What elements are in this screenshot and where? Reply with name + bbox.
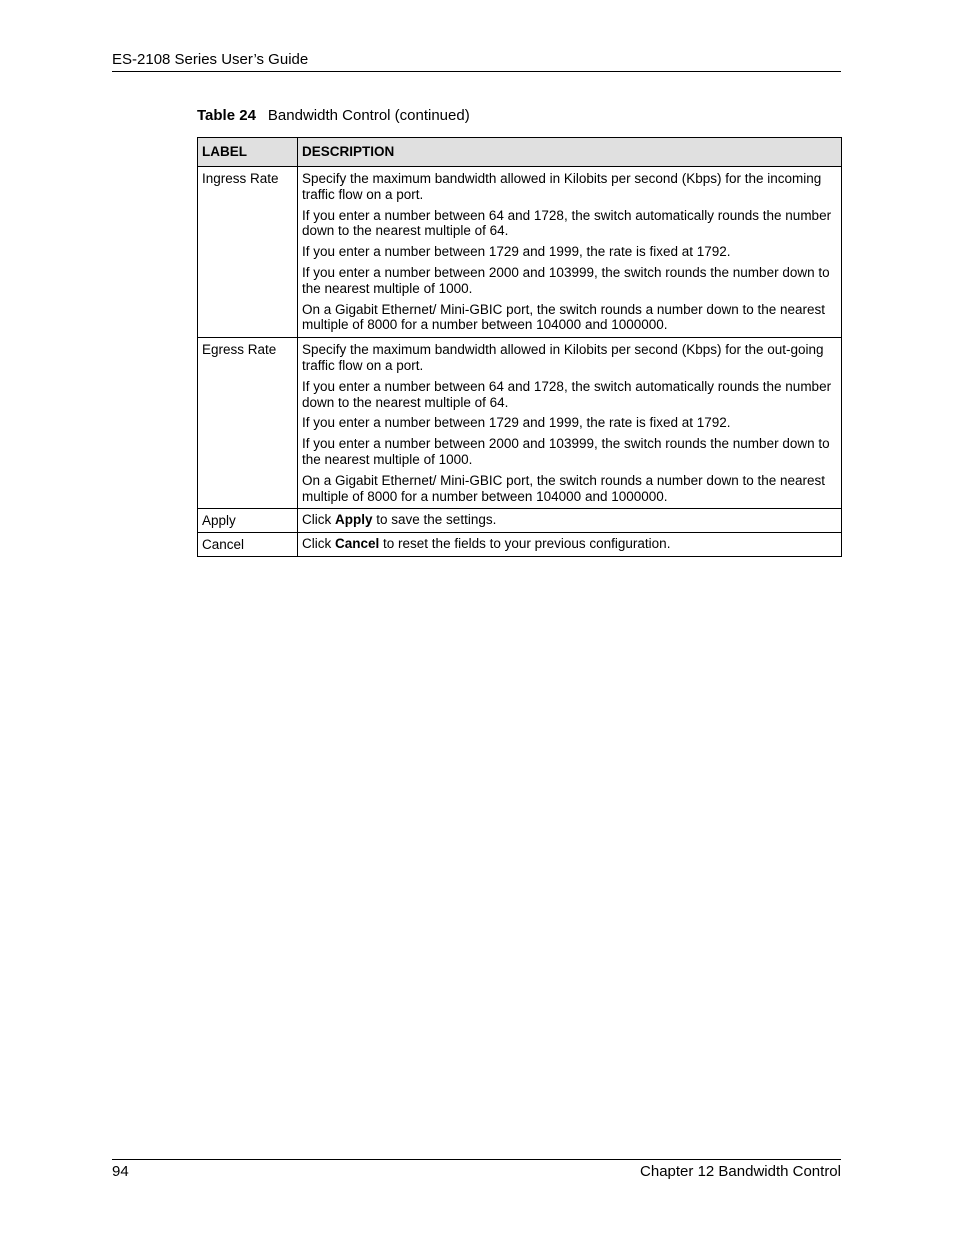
chapter-title: Chapter 12 Bandwidth Control: [640, 1163, 841, 1180]
description-paragraph: If you enter a number between 1729 and 1999, the rate is fixed at 1792.: [302, 415, 731, 431]
label-column-header: LABEL: [198, 138, 298, 167]
description-column-header: DESCRIPTION: [298, 138, 842, 167]
table-row-ingress-rate: [198, 167, 842, 338]
row-description: [298, 509, 842, 533]
row-label: Cancel: [198, 533, 298, 557]
apply-term: Apply: [335, 512, 373, 528]
description-paragraph: Specify the maximum bandwidth allowed in Kilobits per second (Kbps) for the out-going traffic flow on a port.: [302, 342, 824, 373]
document-title: ES-2108 Series User’s Guide: [112, 51, 309, 68]
bandwidth-control-table: [197, 137, 842, 557]
description-text: Click: [302, 536, 335, 552]
row-label: Ingress Rate: [198, 167, 298, 338]
description-text: to save the settings.: [372, 512, 497, 528]
description-paragraph: If you enter a number between 2000 and 103999, the switch rounds the number down to the nearest multiple of 1000.: [302, 264, 830, 296]
table-header-row: [198, 138, 842, 167]
row-label: Egress Rate: [198, 338, 298, 509]
table-caption: [197, 107, 470, 125]
running-header: [112, 51, 841, 72]
description-paragraph: Specify the maximum bandwidth allowed in Kilobits per second (Kbps) for the incoming traffic flow on a port.: [302, 171, 822, 202]
table-row-egress-rate: [198, 338, 842, 509]
row-label: Apply: [198, 509, 298, 533]
description-paragraph: On a Gigabit Ethernet/ Mini-GBIC port, the switch rounds a number down to the nearest multiple of 8000 for a number between 104000 and 1000000.: [302, 301, 826, 333]
row-description: [298, 338, 842, 509]
description-text: Click: [302, 512, 335, 528]
description-text: to reset the fields to your previous configuration.: [379, 536, 671, 552]
running-footer: [112, 1159, 841, 1181]
table-title: Bandwidth Control (continued): [267, 107, 470, 124]
description-paragraph: On a Gigabit Ethernet/ Mini-GBIC port, the switch rounds a number down to the nearest multiple of 8000 for a number between 104000 and 1000000.: [302, 472, 826, 504]
description-paragraph: If you enter a number between 64 and 1728, the switch automatically rounds the number down to the nearest multiple of 64.: [302, 207, 832, 239]
row-description: [298, 167, 842, 338]
cancel-term: Cancel: [335, 536, 380, 552]
description-paragraph: If you enter a number between 2000 and 103999, the switch rounds the number down to the nearest multiple of 1000.: [302, 436, 830, 467]
description-paragraph: If you enter a number between 1729 and 1999, the rate is fixed at 1792.: [302, 244, 731, 260]
description-paragraph: If you enter a number between 64 and 1728, the switch automatically rounds the number down to the nearest multiple of 64.: [302, 378, 832, 410]
table-row-cancel: [198, 533, 842, 557]
table-row-apply: [198, 509, 842, 533]
table-number: Table 24: [197, 107, 256, 124]
row-description: [298, 533, 842, 557]
page-number: 94: [112, 1163, 129, 1180]
